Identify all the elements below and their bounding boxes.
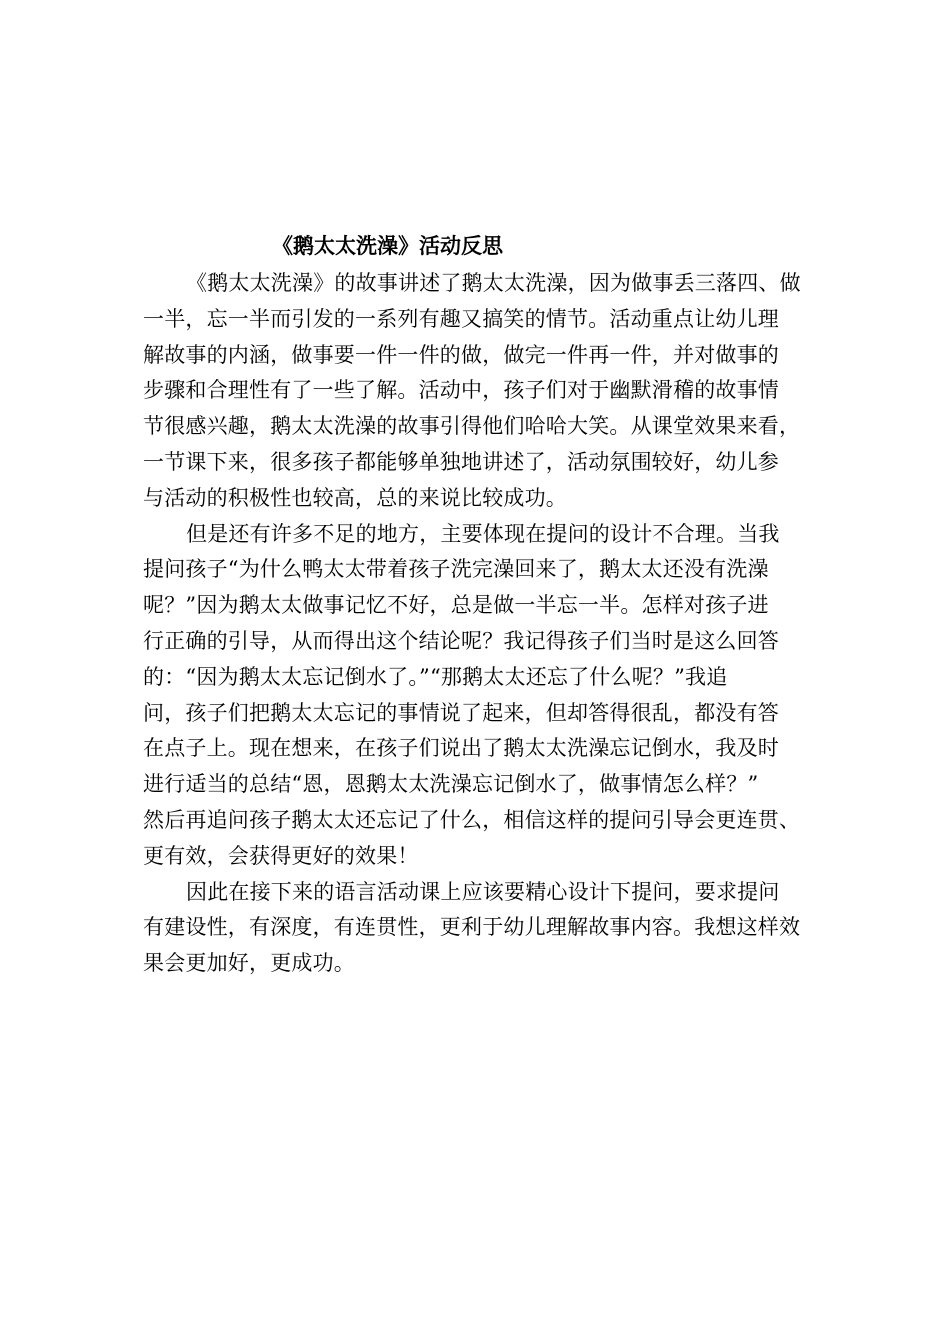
paragraph-line: 与活动的积极性也较高，总的来说比较成功。 (143, 485, 567, 510)
paragraph-line: 步骤和合理性有了一些了解。活动中，孩子们对于幽默滑稽的故事情 (143, 378, 779, 403)
paragraph-line: 呢？”因为鹅太太做事记忆不好，总是做一半忘一半。怎样对孩子进 (143, 593, 769, 618)
paragraph-line: 问，孩子们把鹅太太忘记的事情说了起来，但却答得很乱，都没有答 (143, 700, 779, 725)
document-body (143, 266, 828, 982)
paragraph-1 (143, 266, 828, 517)
paragraph-line: 进行适当的总结“恩，恩鹅太太洗澡忘记倒水了，做事情怎么样？” (143, 772, 759, 797)
paragraph-line: 节很感兴趣，鹅太太洗澡的故事引得他们哈哈大笑。从课堂效果来看， (143, 414, 801, 439)
paragraph-line: 一节课下来，很多孩子都能够单独地讲述了，活动氛围较好，幼儿参 (143, 449, 779, 474)
paragraph-line: 有建设性，有深度，有连贯性，更利于幼儿理解故事内容。我想这样效 (143, 915, 801, 940)
paragraph-line: 解故事的内涵，做事要一件一件的做，做完一件再一件，并对做事的 (143, 342, 779, 367)
paragraph-3 (143, 875, 828, 982)
paragraph-line: 的：“因为鹅太太忘记倒水了。”“那鹅太太还忘了什么呢？”我追 (143, 664, 728, 689)
paragraph-line: 更有效，会获得更好的效果！ (143, 843, 419, 868)
paragraph-line: 在点子上。现在想来，在孩子们说出了鹅太太洗澡忘记倒水，我及时 (143, 736, 779, 761)
paragraph-line: 因此在接下来的语言活动课上应该要精心设计下提问，要求提问 (186, 879, 780, 904)
paragraph-line: 但是还有许多不足的地方，主要体现在提问的设计不合理。当我 (186, 521, 780, 546)
paragraph-line: 一半，忘一半而引发的一系列有趣又搞笑的情节。活动重点让幼儿理 (143, 306, 779, 331)
paragraph-line: 然后再追问孩子鹅太太还忘记了什么，相信这样的提问引导会更连贯、 (143, 807, 801, 832)
paragraph-line: 行正确的引导，从而得出这个结论呢？我记得孩子们当时是这么回答 (143, 628, 779, 653)
paragraph-line: 果会更加好，更成功。 (143, 951, 355, 976)
paragraph-2 (143, 517, 828, 875)
document-title: 《鹅太太洗澡》活动反思 (272, 234, 503, 258)
paragraph-line: 提问孩子“为什么鸭太太带着孩子洗完澡回来了，鹅太太还没有洗澡 (143, 557, 769, 582)
paragraph-line: 《鹅太太洗澡》的故事讲述了鹅太太洗澡，因为做事丢三落四、做 (186, 271, 801, 295)
